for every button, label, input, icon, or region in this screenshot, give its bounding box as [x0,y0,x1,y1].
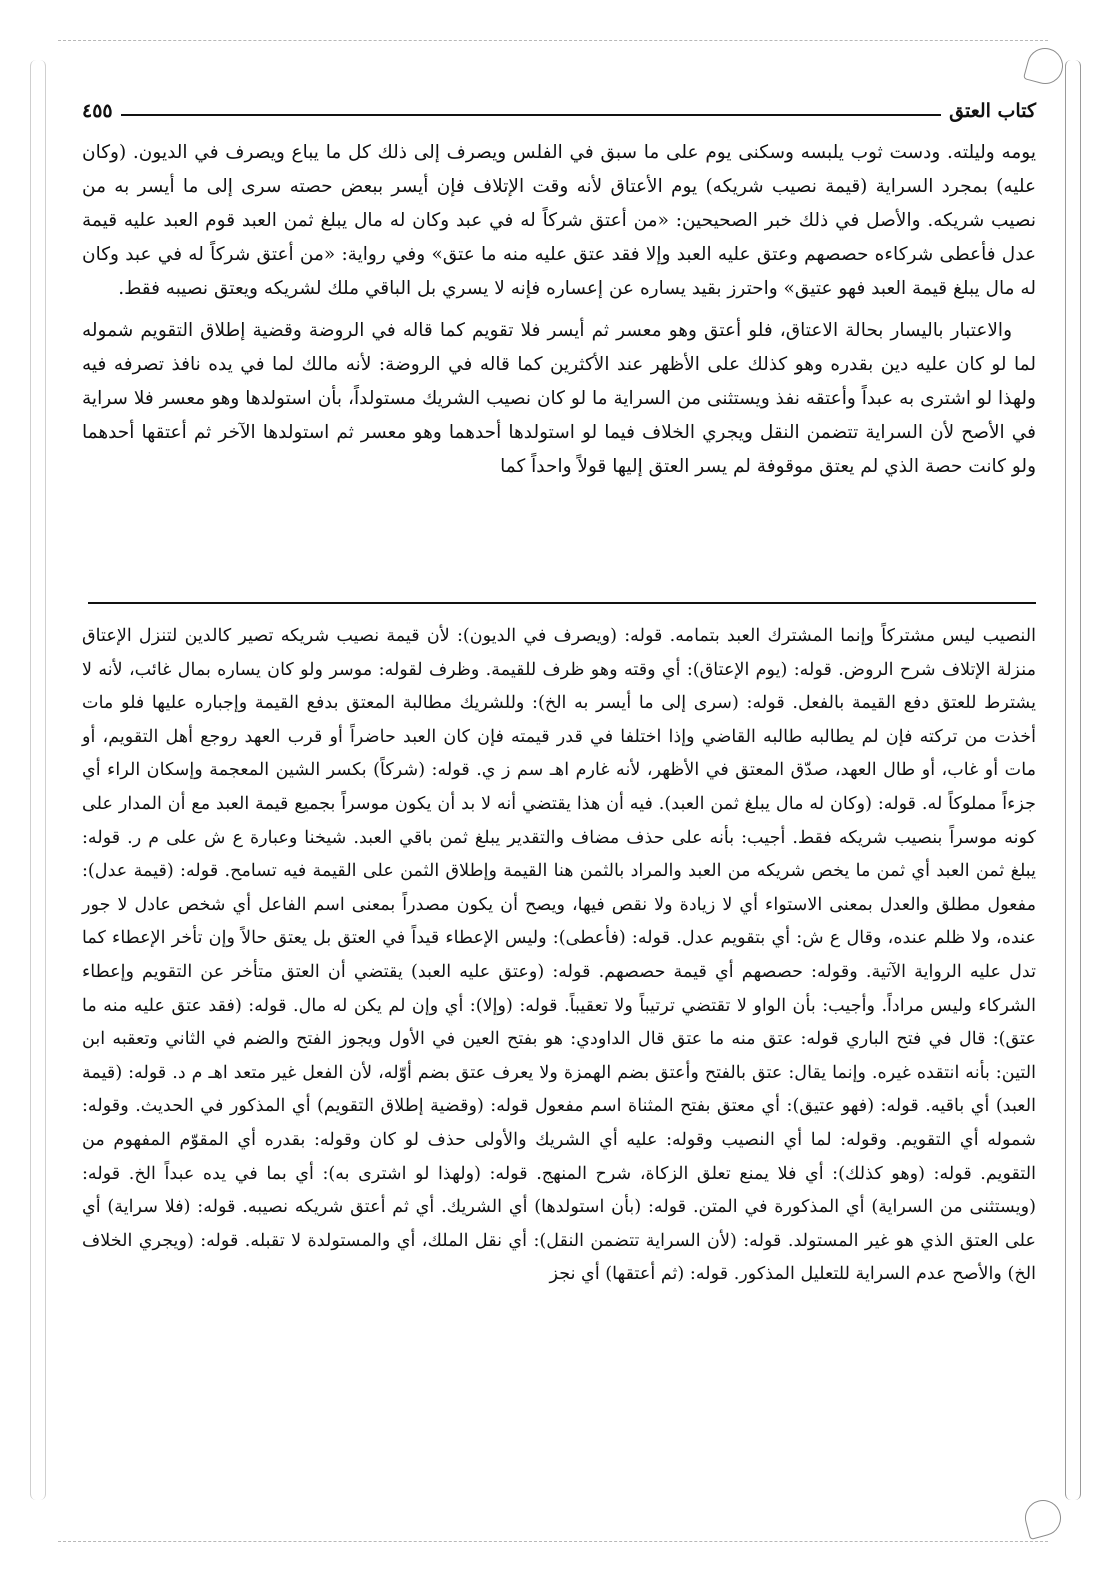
page-number: ٤٥٥ [82,100,113,122]
footnotes-commentary [82,620,1036,1292]
page-header [82,92,1036,122]
main-text [82,136,1036,484]
main-paragraph: والاعتبار باليسار بحالة الاعتاق، فلو أعتق وهو معسر ثم أيسر فلا تقويم كما قاله في الروضة وقضية إطلاق التقويم شموله لما لو كان عليه دين بقدره وهو كذلك على الأظهر عند الأكثرين كما قاله في الروضة: لأنه مالك لما في يده نافذ تصرفه فيه ولهذا لو اشترى به عبداً وأعتقه نفذ ويستثنى من السراية ما لو كان نصيب الشريك مستولداً، بأن استولدها وهو معسر فلا سراية في الأصح لأن السراية تتضمن النقل ويجري الخلاف فيما لو استولدها أحدهما وهو معسر ثم استولدها الآخر ثم أعتقها أحدهما ولو كانت حصة الذي لم يعتق موقوفة لم يسر العتق إليها قولاً واحداً كما [82,320,1036,477]
footnote-text: النصيب ليس مشتركاً وإنما المشترك العبد بتمامه. قوله: (ويصرف في الديون): لأن قيمة نصيب شريكه تصير كالدين لتنزل الإعتاق منزلة الإتلاف شرح الروض. قوله: (يوم الإعتاق): أي وقته وهو ظرف للقيمة. وظرف لقوله: موسر ولو كان يساره بمال غائب، لأنه لا يشترط للعتق دفع القيمة بالفعل. قوله: (سرى إلى ما أيسر به الخ): وللشريك مطالبة المعتق بدفع القيمة وإجباره عليها فلو مات أخذت من تركته فإن لم يطالبه طالبه القاضي وإذا اختلفا في قدر قيمته فإن كان العبد حاضراً أو قرب العهد روجع أهل التقويم، أو مات أو غاب، أو طال العهد، صدّق المعتق في الأظهر، لأنه غارم اهـ سم ز ي. قوله: (شركاً) بكسر الشين المعجمة وإسكان الراء أي جزءاً مملوكاً له. قوله: (وكان له مال يبلغ ثمن العبد). فيه أن هذا يقتضي أنه لا بد أن يكون موسراً بجميع قيمة العبد مع أن المدار على كونه موسراً بنصيب شريكه فقط. أجيب: بأنه على حذف مضاف والتقدير يبلغ ثمن باقي العبد. شيخنا وعبارة ع ش على م ر. قوله: يبلغ ثمن العبد أي ثمن ما يخص شريكه من العبد والمراد بالثمن هنا القيمة وإطلاق الثمن على القيمة فيه تسامح. قوله: (قيمة عدل): مفعول مطلق والعدل بمعنى الاستواء أي لا زيادة ولا نقص فيها، ويصح أن يكون مصدراً بمعنى اسم الفاعل أي شخص عادل لا جور عنده، ولا ظلم عنده، وقال ع ش: أي بتقويم عدل. قوله: (فأعطى): وليس الإعطاء قيداً في العتق بل يعتق حالاً وإن تأخر الإعطاء كما تدل عليه الرواية الآتية. وقوله: حصصهم أي قيمة حصصهم. قوله: (وعتق عليه العبد) يقتضي أن العتق متأخر عن التقويم وإعطاء الشركاء وليس مراداً. وأجيب: بأن الواو لا تقتضي ترتيباً ولا تعقيباً. قوله: (وإلا): أي وإن لم يكن له مال. قوله: (فقد عتق عليه منه ما عتق): قال في فتح الباري قوله: عتق منه ما عتق قال الداودي: هو بفتح العين في الأول ويجوز الفتح والضم في الثاني وتعقبه ابن التين: بأنه انتقده غيره. وإنما يقال: عتق بالفتح وأعتق بضم الهمزة ولا يعرف عتق بضم أوّله، لأن الفعل غير متعد اهـ م د. قوله: (قيمة العبد) أي باقيه. قوله: (فهو عتيق): أي معتق بفتح المثناة اسم مفعول قوله: (وقضية إطلاق التقويم) أي المذكور في الحديث. وقوله: شموله أي التقويم. وقوله: لما أي النصيب وقوله: عليه أي الشريك والأولى حذف لو كان وقوله: بقدره أي المقوّم المفهوم من التقويم. قوله: (وهو كذلك): أي فلا يمنع تعلق الزكاة، شرح المنهج. قوله: (ولهذا لو اشترى به): أي بما في يده عبداً الخ. قوله: (ويستثنى من السراية) أي المذكورة في المتن. قوله: (بأن استولدها) أي الشريك. أي ثم أعتق شريكه نصيبه. قوله: (فلا سراية) أي على العتق الذي هو غير المستولد. قوله: (لأن السراية تتضمن النقل): أي نقل الملك، أي والمستولدة لا تقبله. قوله: (ويجري الخلاف الخ) والأصح عدم السراية للتعليل المذكور. قوله: (ثم أعتقها) أي نجز [82,626,1036,1285]
header-rule [121,114,941,116]
main-paragraph: يومه وليلته. ودست ثوب يلبسه وسكنى يوم على ما سبق في الفلس ويصرف إلى ذلك كل ما يباع ويصرف في الديون. (وكان عليه) بمجرد السراية (قيمة نصيب شريكه) يوم الأعتاق لأنه وقت الإتلاف فإن أيسر ببعض حصته سرى إلى ما أيسر به من نصيب شريكه. والأصل في ذلك خبر الصحيحين: «من أعتق شركاً له في عبد وكان له مال يبلغ ثمن العبد قوم العبد عليه قيمة عدل فأعطى شركاءه حصصهم وعتق عليه العبد وإلا فقد عتق عليه منه ما عتق» وفي رواية: «من أعتق شركاً له في عبد وكان له مال يبلغ قيمة العبد فهو عتيق» واحترز بقيد يساره عن إعساره فإنه لا يسري بل الباقي ملك لشريكه ويعتق نصيبه فقط. [82,142,1036,299]
left-border-ornament [30,60,46,1500]
chapter-title: كتاب العتق [949,100,1036,122]
footnote-divider [88,602,1036,604]
right-border-ornament [1065,60,1081,1500]
